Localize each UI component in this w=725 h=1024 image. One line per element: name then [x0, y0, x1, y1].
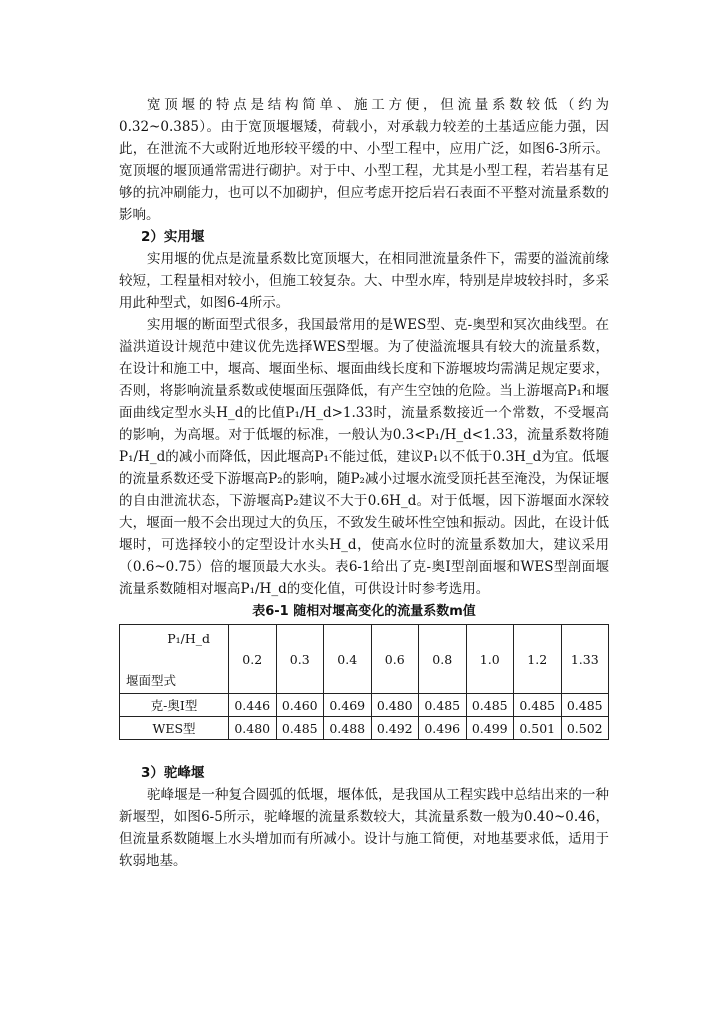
column-header: 1.33	[561, 625, 609, 694]
table-cell: 0.485	[419, 694, 467, 717]
table-cell: 0.485	[561, 694, 609, 717]
table-row	[120, 694, 609, 717]
column-header: 1.2	[514, 625, 562, 694]
table-cell: 0.485	[276, 717, 324, 740]
column-header: 1.0	[466, 625, 514, 694]
table-cell: 0.501	[514, 717, 562, 740]
column-header: 0.3	[276, 625, 324, 694]
paragraph-broad-crested-weir: 宽顶堰的特点是结构简单、施工方便，但流量系数较低（约为0.32~0.385）。由于宽顶堰堰矮，荷载小，对承载力较差的土基适应能力强，因此，在泄流不大或附近地形较平缓的中、小型工程中，应用广泛，如图6-3所示。宽顶堰的堰顶通常需进行砌护。对于中、小型工程，尤其是小型工程，若岩基有足够的抗冲刷能力，也可以不加砌护，但应考虑开挖后岩石表面不平整对流量系数的影响。	[119, 97, 609, 223]
table-cell: 0.502	[561, 717, 609, 740]
column-header: 0.2	[229, 625, 277, 694]
table-cell: 0.480	[229, 717, 277, 740]
row-label: WES型	[120, 717, 229, 740]
row-label: 克-奥Ⅰ型	[120, 694, 229, 717]
discharge-coefficient-table	[119, 624, 609, 740]
spacer	[119, 740, 609, 762]
header-profile-label: 堰面型式	[126, 673, 177, 688]
table-corner-header	[120, 625, 229, 694]
column-header: 0.4	[324, 625, 372, 694]
table-cell: 0.446	[229, 694, 277, 717]
paragraph-practical-weir-types: 实用堰的断面型式很多，我国最常用的是WES型、克-奥型和冥次曲线型。在溢洪道设计规范中建议优先选择WES型堰。为了使溢流堰具有较大的流量系数，在设计和施工中，堰高、堰面坐标、堰面曲线长度和下游堰坡均需满足规定要求，否则，将影响流量系数或使堰面压强降低，有产生空蚀的危险。当上游堰高P₁和堰面曲线定型水头H_d的比值P₁/H_d>1.33时，流量系数接近一个常数，不受堰高的影响，为高堰。对于低堰的标准，一般认为0.3<P₁/H_d<1.33，流量系数将随P₁/H_d的减小而降低，因此堰高P₁不能过低，建议P₁以不低于0.3H_d为宜。低堰的流量系数还受下游堰高P₂的影响，随P₂减小过堰水流受顶托甚至淹没，为保证堰的自由泄流状态，下游堰高P₂建议不大于0.6H_d。对于低堰，因下游堰面水深较大，堰面一般不会出现过大的负压，不致发生破坏性空蚀和振动。因此，在设计低堰时，可选择较小的定型设计水头H_d，使高水位时的流量系数加大，建议采用（0.6~0.75）倍的堰顶最大水头。表6-1给出了克-奥Ⅰ型剖面堰和WES型剖面堰流量系数随相对堰高P₁/H_d的变化值，可供设计时参考选用。	[119, 317, 609, 597]
heading-practical-weir: 2）实用堰	[141, 229, 205, 245]
table-caption: 表6-1 随相对堰高变化的流量系数m值	[252, 604, 476, 619]
table-cell: 0.469	[324, 694, 372, 717]
table-header-row	[120, 625, 609, 694]
table-cell: 0.492	[371, 717, 419, 740]
table-cell: 0.496	[419, 717, 467, 740]
table-cell: 0.485	[514, 694, 562, 717]
table-cell: 0.460	[276, 694, 324, 717]
column-header: 0.6	[371, 625, 419, 694]
table-cell: 0.485	[466, 694, 514, 717]
column-header: 0.8	[419, 625, 467, 694]
paragraph-practical-weir-advantages: 实用堰的优点是流量系数比宽顶堰大，在相同泄流量条件下，需要的溢流前缘较短，工程量相对较小，但施工较复杂。大、中型水库，特别是岸坡较抖时，多采用此种型式，如图6-4所示。	[119, 251, 609, 311]
table-cell: 0.499	[466, 717, 514, 740]
paragraph-hump-weir: 驼峰堰是一种复合圆弧的低堰，堰体低，是我国从工程实践中总结出来的一种新堰型，如图6-5所示，驼峰堰的流量系数较大，其流量系数一般为0.40~0.46，但流量系数随堰上水头增加而有所减小。设计与施工简便，对地基要求低，适用于软弱地基。	[119, 787, 609, 869]
document-page	[119, 94, 609, 872]
header-ratio-label: P₁/H_d	[167, 631, 210, 646]
table-cell: 0.488	[324, 717, 372, 740]
table-row	[120, 717, 609, 740]
heading-hump-weir: 3）驼峰堰	[141, 765, 205, 781]
table-cell: 0.480	[371, 694, 419, 717]
